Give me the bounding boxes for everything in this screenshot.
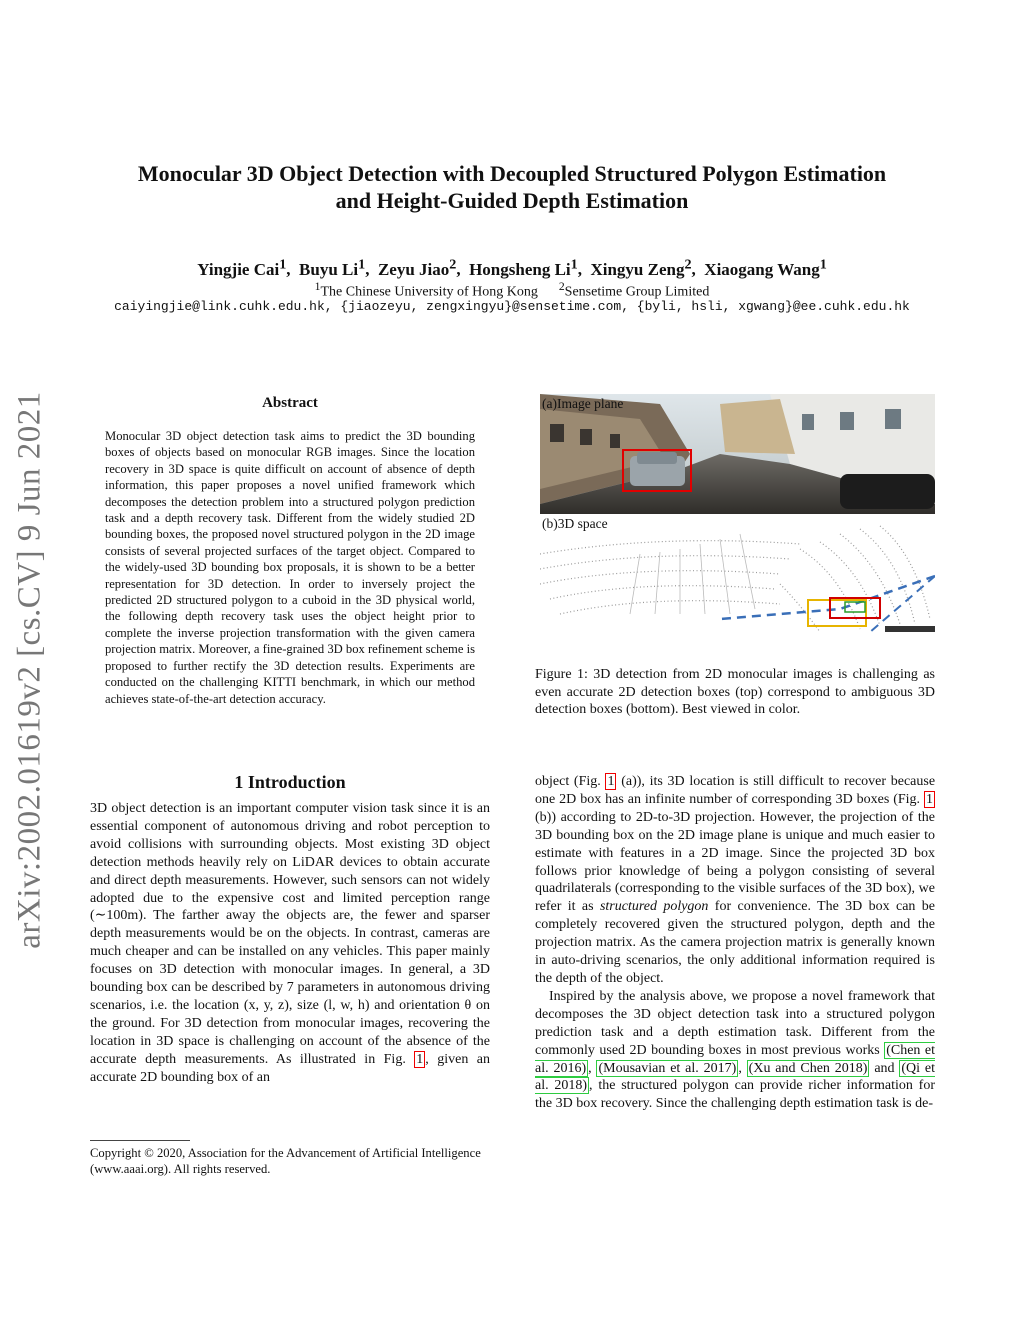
arxiv-stamp: arXiv:2002.01619v2 [cs.CV] 9 Jun 2021 — [11, 391, 48, 949]
author: Hongsheng Li$^1$ — [469, 256, 578, 279]
figure-link[interactable]: 1 — [926, 791, 933, 807]
author-emails: caiyingjie@link.cuhk.edu.hk, {jiaozeyu, zengxingyu}@sensetime.com, {byli, hsli, xgwang}@ee.cuhk.edu.hk — [114, 299, 910, 314]
figure-caption: Figure 1: 3D detection from 2D monocular images is challenging as even accurate 2D detection boxes (top) correspond to ambiguous 3D detection boxes (bottom). Best viewed in color. — [535, 667, 935, 717]
intro-right-column — [535, 773, 935, 1113]
author: Xingyu Zeng$^2$ — [590, 256, 692, 279]
figure-link[interactable]: 1 — [416, 1051, 424, 1067]
author: Buyu Li$^1$ — [299, 256, 366, 279]
abstract-text: Monocular 3D object detection task aims to predict the 3D bounding boxes of objects based on monocular RGB images. Since the location recovery in 3D space is quite difficult on account of absence of depth information, this paper proposes a novel unified framework which decomposes the detection problem into a structured polygon prediction task and a depth recovery task. Different from the widely studied 2D bounding boxes, the proposed novel structured polygon in the 2D image consists of several projected surfaces of the target object. Compared to the widely-used 3D bounding box proposals, it is shown to be a better representation for 3D detection. In order to inversely project the predicted 2D structured polygon to a cuboid in the 3D physical world, the following depth recovery task uses the object height prior to complete the inverse projection transformation with the given camera projection matrix. Moreover, a fine-grained 3D box refinement scheme is proposed to further rectify the 3D detection results. Experiments are conducted on the challenging KITTI benchmark, in which our method achieves state-of-the-art detection accuracy. — [105, 429, 475, 706]
citation-link[interactable]: (Qi et al. 2018) — [535, 1060, 936, 1094]
lidar-point-cloud — [540, 514, 935, 644]
author-list: Yingjie Cai$^1$, Buyu Li$^1$, Zeyu Jiao$^2$, Hongsheng Li$^1$, Xingyu Zeng$^2$, Xiaogang Wang$^1$ — [197, 256, 827, 279]
paragraph: object (Fig. 1 (a)), its 3D location is still difficult to recover because one 2D box has an infinite number of corresponding 3D boxes (Fig. 1 (b)) according to 2D-to-3D projection. However, the projection of the 3D bounding box on the 2D image plane is unique and much easier to estimate with features in a 2D image. Since the projected 3D box follows prior knowledge of being a polygon consisting of several quadrilaterals (corresponding to the visible surfaces of the 3D box), we refer it as structured polygon for convenience. The 3D box can be completely recovered given the structured polygon, depth and the projection matrix. As the camera projection matrix is generally known in auto-driving scenarios, the only additional information required is the depth of the object. — [535, 774, 936, 986]
intro-left-column: 3D object detection is an important computer vision task since it is an essential component of autonomous driving and robot perception to avoid collisions with surrounding objects. Most existing 3D object detection methods heavily rely on LiDAR devices to obtain accurate and direct depth measurements. However, such sensors can not widely adopted due to the expensive cost and limited perception range (∼100m). The farther away the objects are, the fewer and sparser depth measurements would be on the objects. In contrast, cameras are much cheaper and can be installed on any vehicles. This paper mainly focuses on 3D detection with monocular images. In general, a 3D bounding box can be described by 7 parameters in autonomous driving scenarios, i.e. the location (x, y, z), size (l, w, h) and orientation θ on the ground. For 3D detection from monocular images, recovering the location in 3D space is challenging on account of the absence of the accurate depth measurements. As illustrated in Fig. 1 , given an accurate 2D bounding box of an — [90, 801, 490, 1085]
figure-label-b: (b)3D space — [542, 516, 608, 531]
affiliations: $^1$The Chinese University of Hong Kong $^2$Sensetime Group Limited — [314, 280, 710, 300]
footnote-divider — [90, 1140, 190, 1141]
figure-link[interactable]: 1 — [607, 774, 615, 789]
author: Yingjie Cai$^1$ — [197, 256, 287, 279]
author: Zeyu Jiao$^2$ — [377, 256, 457, 279]
citation-link[interactable]: (Chen et al. 2016) — [535, 1042, 935, 1076]
figure-label-a: (a)Image plane — [542, 396, 624, 411]
section-heading: 1 Introduction — [234, 772, 346, 792]
paragraph: Inspired by the analysis above, we propose a novel framework that decomposes the 3D object detection task into a structured polygon prediction task and a depth estimation task. Different from the commonly used 2D bounding boxes in most previous works (Chen et al. 2016) , (Mousavian et al. 2017) , (Xu and Chen 2018) and (Qi et al. 2018) , the structured polygon can provide richer information for the 3D box recovery. Since the challenging depth estimation task is de- — [535, 988, 936, 1112]
citation-link[interactable]: (Mousavian et al. 2017) — [598, 1060, 737, 1076]
affiliation-2: Sensetime Group Limited — [564, 284, 710, 300]
abstract-heading: Abstract — [262, 395, 318, 411]
street-scene-image — [540, 394, 935, 514]
citation-link[interactable]: (Xu and Chen 2018) — [748, 1060, 868, 1076]
figure-3d-space — [540, 514, 935, 644]
title-line-2: and Height-Guided Depth Estimation — [335, 188, 689, 213]
paper-title — [60, 160, 964, 214]
affiliation-1: The Chinese University of Hong Kong — [320, 284, 538, 300]
title-line-1: Monocular 3D Object Detection with Decoupled Structured Polygon Estimation — [137, 161, 887, 186]
author: Xiaogang Wang$^1$ — [704, 256, 827, 279]
copyright-footnote: Copyright © 2020, Association for the Advancement of Artificial Intelligence (www.aaai.org). All rights reserved. — [90, 1146, 481, 1176]
figure-image-plane — [540, 394, 935, 514]
